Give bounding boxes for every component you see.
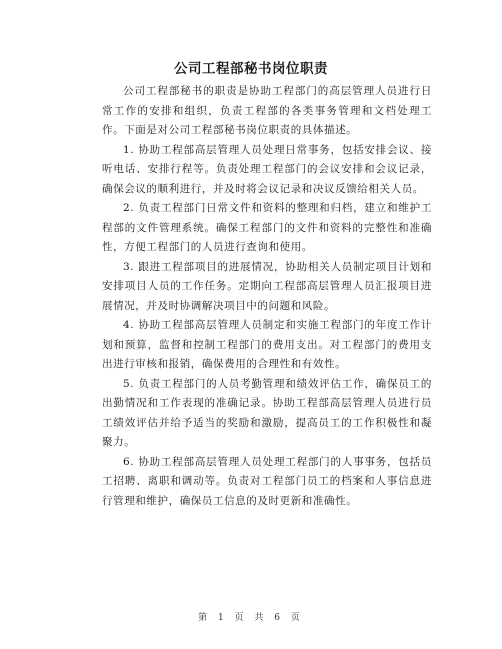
duty-paragraph-6: 6. 协助工程部高层管理人员处理工程部门的人事事务，包括员工招聘、离职和调动等。负责对工程部门员工的档案和人事信息进行管理和维护，确保员工信息的及时更新和准确性。 xyxy=(102,455,432,507)
intro-paragraph: 公司工程部秘书的职责是协助工程部门的高层管理人员进行日常工作的安排和组织，负责工程部的各类事务管理和文档处理工作。下面是对公司工程部秘书岗位职责的具体描述。 xyxy=(102,85,432,136)
duty-paragraph-2: 2. 负责工程部门日常文件和资料的整理和归档，建立和维护工程部的文件管理系统。确保工程部门的文件和资料的完整性和准确性，方便工程部门的人员进行查询和使用。 xyxy=(102,202,432,253)
duty-paragraph-1: 1. 协助工程部高层管理人员处理日常事务，包括安排会议、接听电话、安排行程等。负责处理工程部门的会议安排和会议记录，确保会议的顺利进行，并及时将会议记录和决议反馈给相关人员。 xyxy=(102,143,432,195)
duty-paragraph-5: 5. 负责工程部门的人员考勤管理和绩效评估工作，确保员工的出勤情况和工作表现的准确记录。协助工程部高层管理人员进行员工绩效评估并给予适当的奖励和激励，提高员工的工作积极性和凝聚力。 xyxy=(102,377,432,448)
document-title: 公司工程部秘书岗位职责 xyxy=(174,61,328,77)
duty-paragraph-4: 4. 协助工程部高层管理人员制定和实施工程部门的年度工作计划和预算，监督和控制工程部门的费用支出。对工程部门的费用支出进行审核和报销，确保费用的合理性和有效性。 xyxy=(102,319,432,370)
page-number-footer: 第 1 页 共 6 页 xyxy=(198,613,304,623)
duty-paragraph-3: 3. 跟进工程部项目的进展情况，协助相关人员制定项目计划和安排项目人员的工作任务。定期向工程部高层管理人员汇报项目进展情况，并及时协调解决项目中的问题和风险。 xyxy=(102,260,432,312)
document-body xyxy=(102,82,432,511)
